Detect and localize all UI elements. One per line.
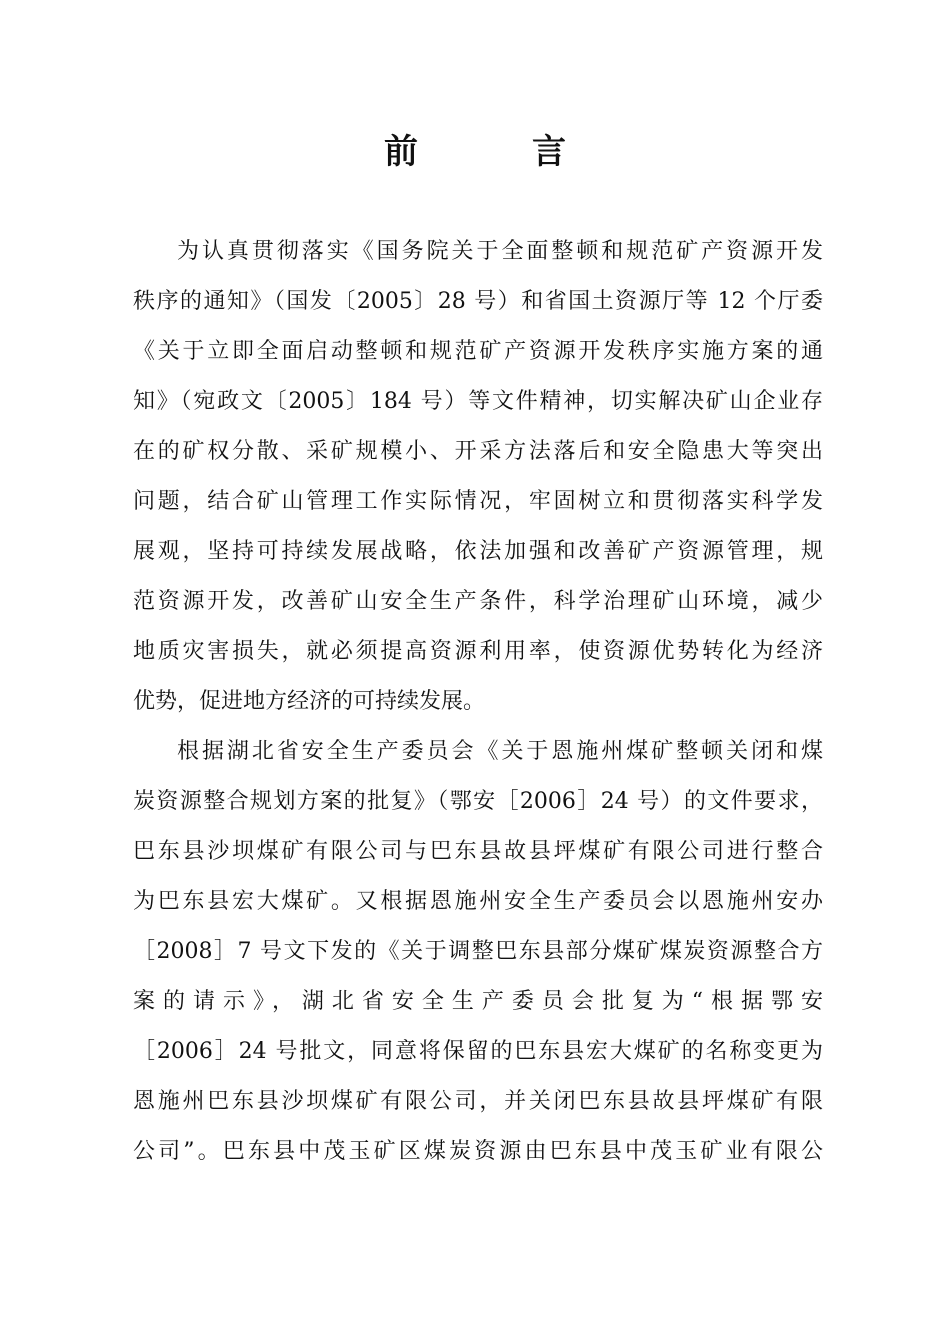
- text-line: 为巴东县宏大煤矿。又根据恩施州安全生产委员会以恩施州安办: [133, 889, 823, 914]
- paragraph-2: [133, 727, 823, 1177]
- page-title: 前 言: [384, 132, 606, 172]
- text-line: 优势，促进地方经济的可持续发展。: [133, 689, 486, 714]
- text-line: 《关于立即全面启动整顿和规范矿产资源开发秩序实施方案的通: [133, 339, 823, 364]
- text-line: 案的请示》，湖北省安全生产委员会批复为“根据鄂安: [133, 989, 823, 1014]
- text-line: 公司”。巴东县中茂玉矿区煤炭资源由巴东县中茂玉矿业有限公: [133, 1139, 823, 1164]
- text-line: 秩序的通知》（国发〔2005〕28 号）和省国土资源厅等 12 个厅委: [133, 289, 823, 314]
- text-line: 炭资源整合规划方案的批复》（鄂安［2006］24 号）的文件要求，: [133, 789, 823, 814]
- text-line: ［2008］7 号文下发的《关于调整巴东县部分煤矿煤炭资源整合方: [133, 939, 823, 964]
- text-line: 在的矿权分散、采矿规模小、开采方法落后和安全隐患大等突出: [133, 439, 823, 464]
- document-body: [133, 227, 823, 1177]
- text-line: 问题，结合矿山管理工作实际情况，牢固树立和贯彻落实科学发: [133, 489, 823, 514]
- text-line: 根据湖北省安全生产委员会《关于恩施州煤矿整顿关闭和煤: [177, 739, 823, 764]
- text-line: 巴东县沙坝煤矿有限公司与巴东县故县坪煤矿有限公司进行整合: [133, 839, 823, 864]
- text-line: ［2006］24 号批文，同意将保留的巴东县宏大煤矿的名称变更为: [133, 1039, 823, 1064]
- text-line: 为认真贯彻落实《国务院关于全面整顿和规范矿产资源开发: [177, 239, 823, 264]
- text-line: 范资源开发，改善矿山安全生产条件，科学治理矿山环境，减少: [133, 589, 823, 614]
- text-line: 展观，坚持可持续发展战略，依法加强和改善矿产资源管理，规: [133, 539, 823, 564]
- text-line: 知》（宛政文〔2005〕184 号）等文件精神，切实解决矿山企业存: [133, 389, 823, 414]
- text-line: 恩施州巴东县沙坝煤矿有限公司，并关闭巴东县故县坪煤矿有限: [133, 1089, 823, 1114]
- text-line: 地质灾害损失，就必须提高资源利用率，使资源优势转化为经济: [133, 639, 823, 664]
- paragraph-1: [133, 227, 823, 727]
